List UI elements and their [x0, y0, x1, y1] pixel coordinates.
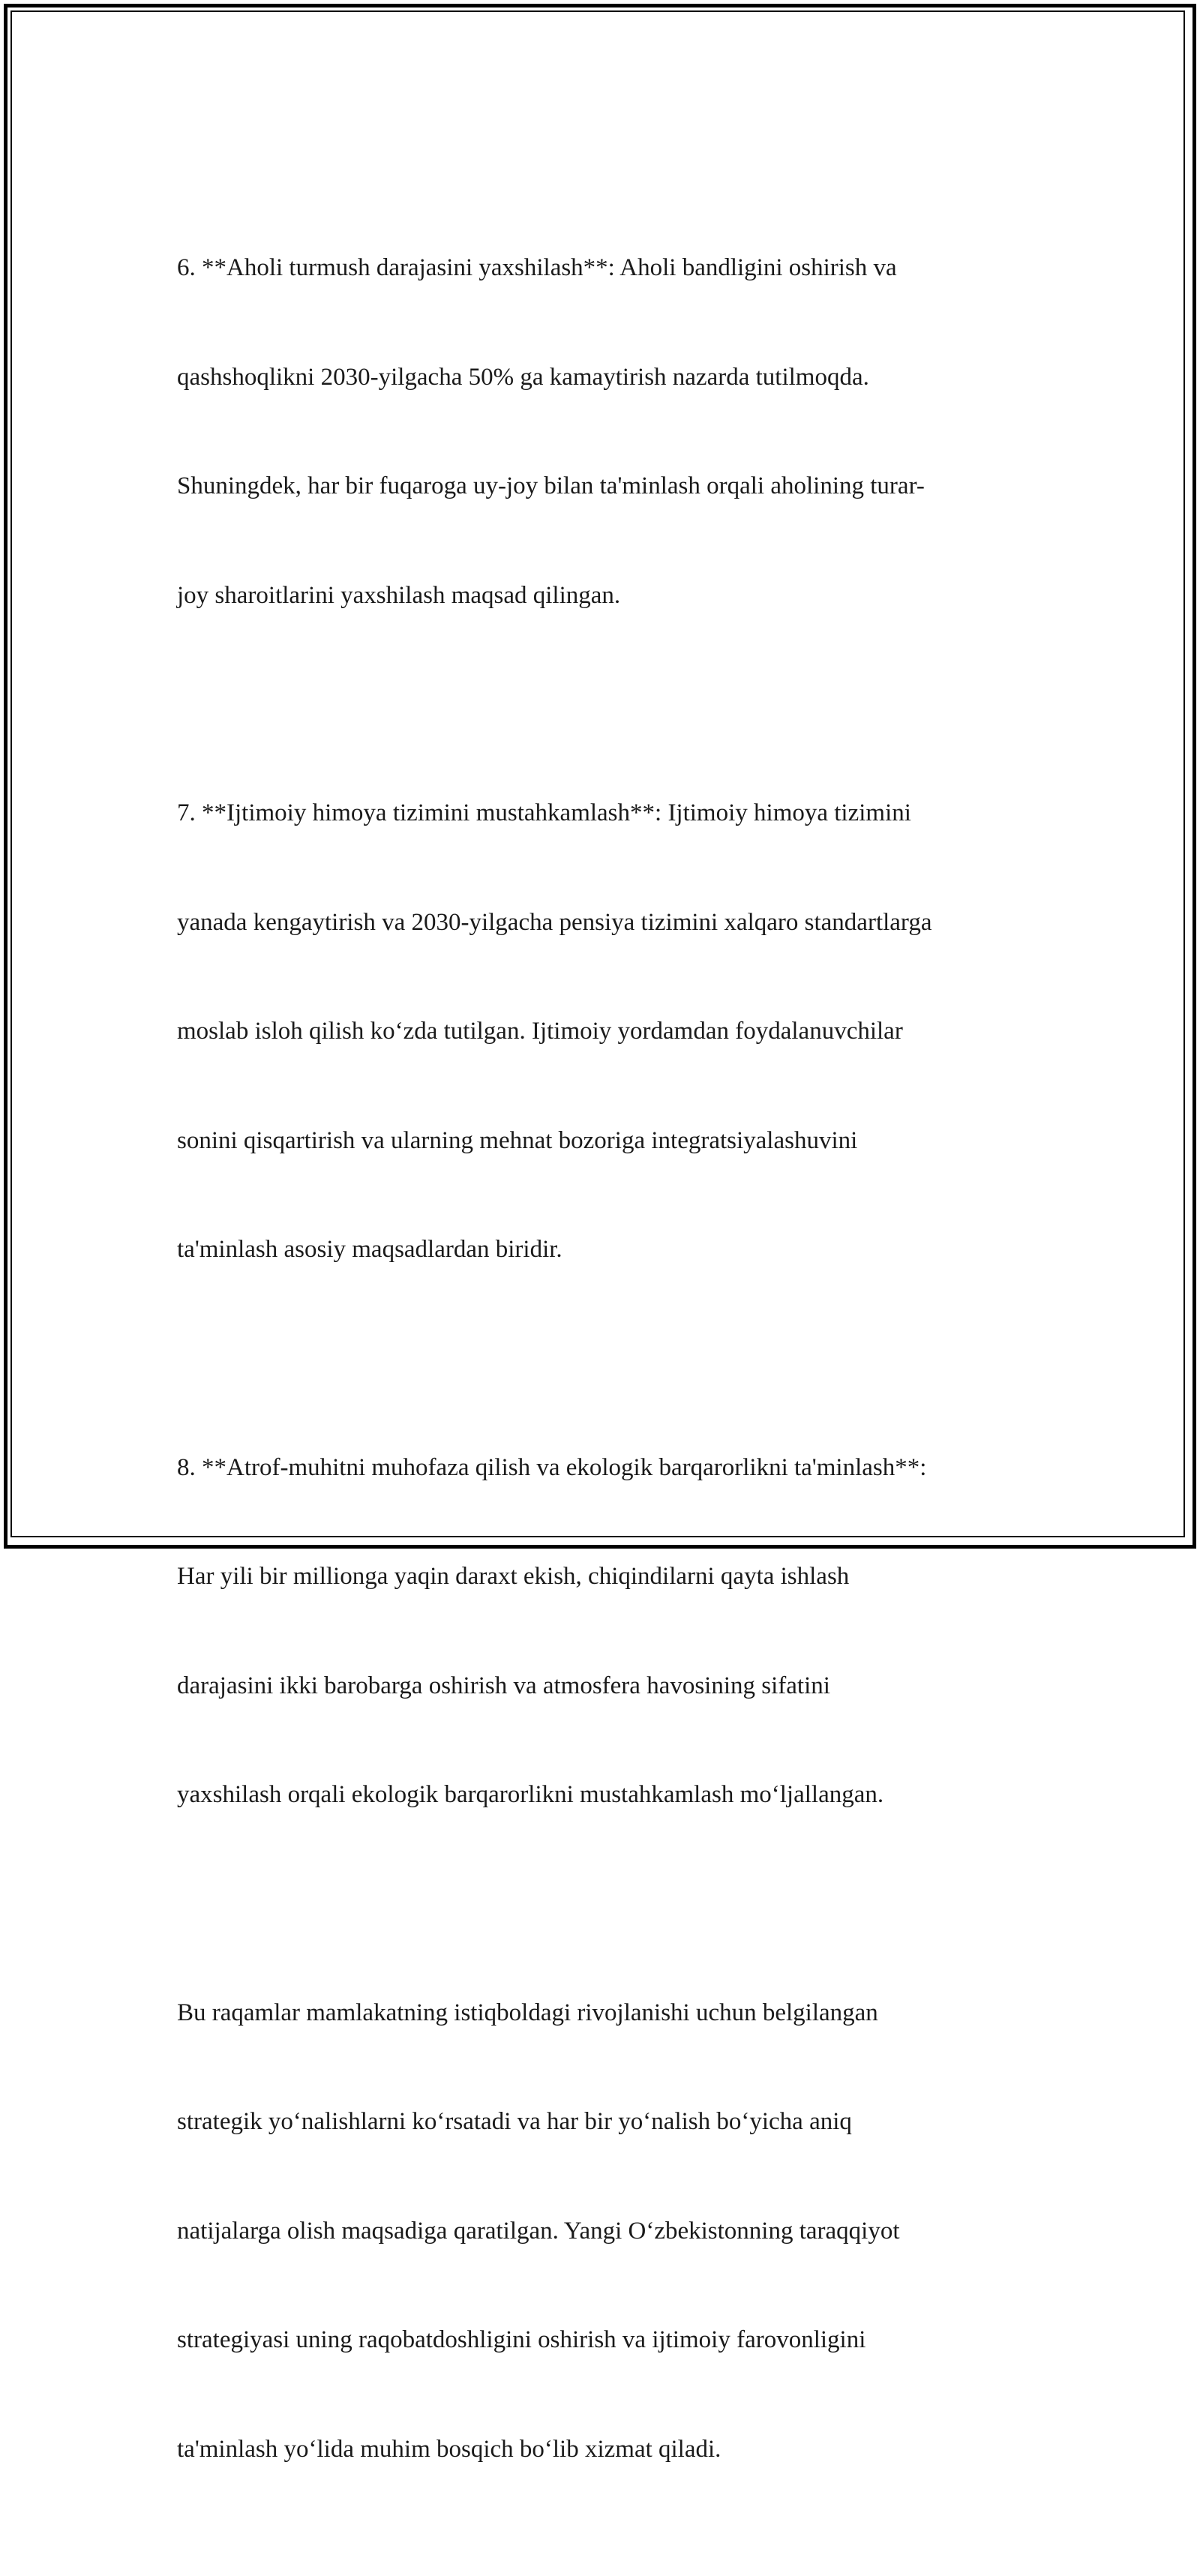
text-line: yaxshilash orqali ekologik barqarorlikni mustahkamlash moʻljallangan.	[177, 1781, 884, 1808]
text-line: darajasini ikki barobarga oshirish va atmosfera havosining sifatini	[177, 1672, 830, 1699]
text-line: 6. **Aholi turmush darajasini yaxshilash**: Aholi bandligini oshirish va	[177, 254, 897, 281]
paragraph-conclusion	[177, 1922, 1024, 2541]
text-line: Bu raqamlar mamlakatning istiqboldagi rivojlanishi uchun belgilangan	[177, 1999, 878, 2026]
paragraph-6-living-standards	[177, 177, 1024, 686]
paragraph-8-environment	[177, 1377, 1024, 1886]
text-line: strategik yoʻnalishlarni koʻrsatadi va har bir yoʻnalish boʻyicha aniq	[177, 2108, 852, 2135]
text-line: Shuningdek, har bir fuqaroga uy-joy bilan ta'minlash orqali aholining turar-	[177, 472, 925, 499]
text-line: ta'minlash asosiy maqsadlardan biridir.	[177, 1236, 562, 1263]
text-line: natijalarga olish maqsadiga qaratilgan. Yangi Oʻzbekistonning taraqqiyot	[177, 2217, 900, 2245]
text-line: joy sharoitlarini yaxshilash maqsad qilingan.	[177, 581, 621, 609]
text-line: 8. **Atrof-muhitni muhofaza qilish va ekologik barqarorlikni ta'minlash**:	[177, 1453, 927, 1481]
document-body	[177, 177, 1024, 2576]
text-line: 7. **Ijtimoiy himoya tizimini mustahkamlash**: Ijtimoiy himoya tizimini	[177, 799, 911, 826]
text-line: yanada kengaytirish va 2030-yilgacha pensiya tizimini xalqaro standartlarga	[177, 908, 932, 936]
text-line: sonini qisqartirish va ularning mehnat bozoriga integratsiyalashuvini	[177, 1126, 858, 1154]
text-line: Har yili bir millionga yaqin daraxt ekish, chiqindilarni qayta ishlash	[177, 1563, 850, 1590]
text-line: ta'minlash yoʻlida muhim bosqich boʻlib xizmat qiladi.	[177, 2435, 722, 2463]
text-line: qashshoqlikni 2030-yilgacha 50% ga kamaytirish nazarda tutilmoqda.	[177, 363, 869, 391]
text-line: strategiyasi uning raqobatdoshligini oshirish va ijtimoiy farovonligini	[177, 2326, 866, 2353]
text-line: moslab isloh qilish koʻzda tutilgan. Ijtimoiy yordamdan foydalanuvchilar	[177, 1018, 903, 1045]
paragraph-7-social-protection	[177, 722, 1024, 1341]
